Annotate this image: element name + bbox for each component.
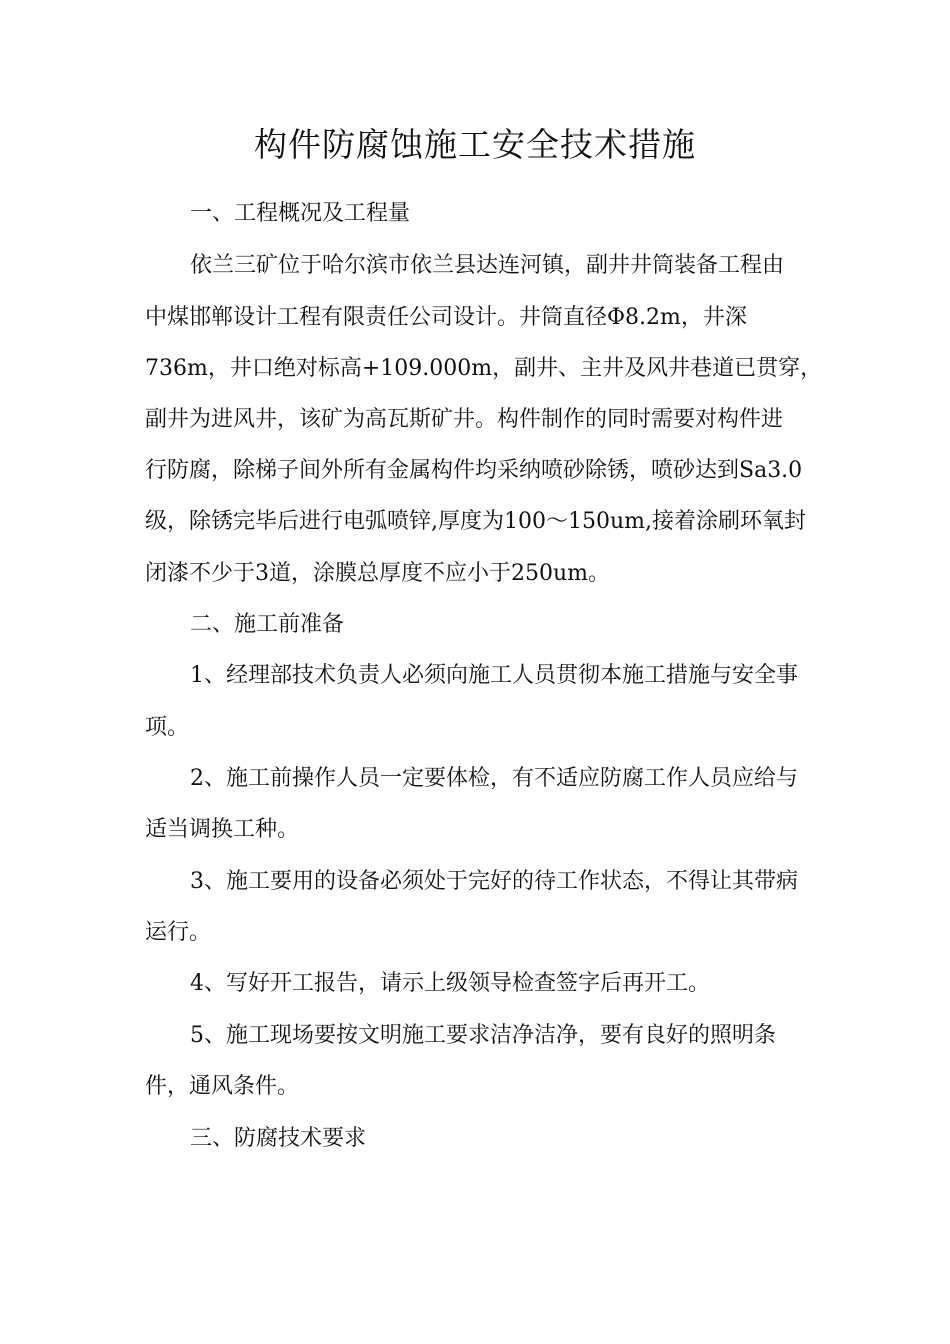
- section-heading-overview: 一、工程概况及工程量: [190, 201, 411, 226]
- list-item-line: 5、施工现场要按文明施工要求洁净洁净，要有良好的照明条: [190, 1023, 776, 1048]
- paragraph-line: 级，除锈完毕后进行电弧喷锌,厚度为100～150um,接着涂刷环氧封: [145, 509, 807, 534]
- paragraph-line: 副井为进风井，该矿为高瓦斯矿井。构件制作的同时需要对构件进: [145, 407, 784, 432]
- paragraph-line: 依兰三矿位于哈尔滨市依兰县达连河镇，副井井筒装备工程由: [190, 253, 785, 278]
- section-heading-preparation: 二、施工前准备: [190, 612, 345, 637]
- list-item-line: 适当调换工种。: [145, 817, 300, 842]
- paragraph-line: 736m，井口绝对标高+109.000m，副井、主井及风井巷道已贯穿，: [145, 356, 823, 381]
- list-item-line: 件，通风条件。: [145, 1074, 300, 1099]
- list-item-line: 3、施工要用的设备必须处于完好的待工作状态，不得让其带病: [190, 869, 798, 894]
- paragraph-line: 闭漆不少于3道，涂膜总厚度不应小于250um。: [145, 561, 611, 586]
- section-heading-anticorrosion: 三、防腐技术要求: [190, 1126, 367, 1151]
- document-title: 构件防腐蚀施工安全技术措施: [254, 125, 696, 164]
- list-item-line: 运行。: [145, 920, 212, 945]
- list-item-line: 2、施工前操作人员一定要体检，有不适应防腐工作人员应给与: [190, 766, 798, 791]
- list-item-line: 项。: [145, 715, 190, 740]
- list-item-line: 4、写好开工报告，请示上级领导检查签字后再开工。: [190, 971, 710, 996]
- paragraph-line: 中煤邯郸设计工程有限责任公司设计。井筒直径Φ8.2m，井深: [145, 305, 747, 330]
- paragraph-line: 行防腐，除梯子间外所有金属构件均采纳喷砂除锈，喷砂达到Sa3.0: [145, 458, 803, 483]
- list-item-line: 1、经理部技术负责人必须向施工人员贯彻本施工措施与安全事: [190, 663, 798, 688]
